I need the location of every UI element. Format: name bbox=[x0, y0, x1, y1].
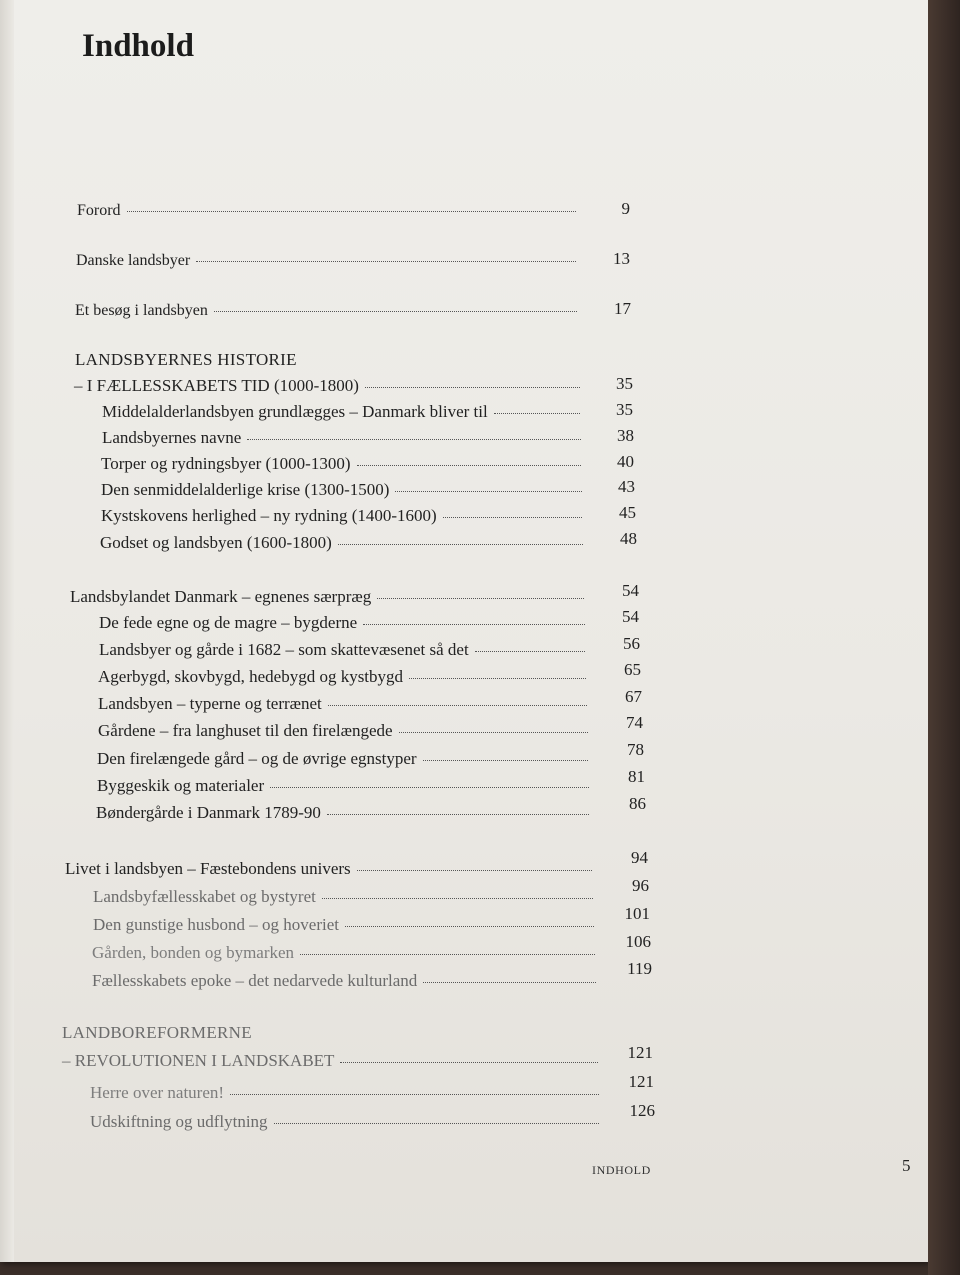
toc-entry-label: Danske landsbyer bbox=[76, 252, 191, 269]
toc-entry-label: Den gunstige husbond – og hoveriet bbox=[93, 915, 339, 934]
leader-dots bbox=[423, 982, 596, 983]
leader-dots bbox=[423, 760, 588, 761]
toc-section-heading-entry bbox=[74, 376, 586, 396]
toc-entry-forord bbox=[77, 202, 582, 220]
leader-dots bbox=[345, 926, 594, 927]
toc-page-number: 54 bbox=[622, 581, 639, 600]
toc-entry bbox=[101, 454, 587, 474]
leader-dots bbox=[377, 598, 584, 599]
toc-page-number: 126 bbox=[629, 1101, 655, 1120]
leader-dots bbox=[327, 814, 589, 815]
toc-page-number: 43 bbox=[618, 477, 635, 496]
toc-entry bbox=[99, 613, 591, 633]
section-heading: LANDSBYERNES HISTORIE bbox=[75, 350, 297, 369]
toc-page-number: 67 bbox=[625, 687, 642, 706]
toc-entry bbox=[100, 533, 589, 553]
leader-dots bbox=[399, 732, 588, 733]
toc-entry bbox=[90, 1112, 605, 1132]
leader-dots bbox=[300, 954, 595, 955]
toc-page-number: 13 bbox=[613, 249, 630, 268]
leader-dots bbox=[494, 413, 580, 414]
toc-entry bbox=[97, 749, 594, 769]
leader-dots bbox=[127, 211, 576, 212]
toc-page-number: 81 bbox=[628, 767, 645, 786]
toc-entry bbox=[96, 803, 595, 823]
toc-entry-label: Bøndergårde i Danmark 1789-90 bbox=[96, 803, 321, 822]
toc-entry bbox=[90, 1083, 605, 1103]
leader-dots bbox=[230, 1094, 599, 1095]
toc-entry bbox=[97, 776, 595, 796]
toc-section-heading-entry bbox=[65, 859, 598, 879]
toc-entry-label: Landsbyernes navne bbox=[102, 428, 242, 447]
toc-entry bbox=[98, 721, 594, 741]
leader-dots bbox=[357, 465, 581, 466]
toc-page-number: 101 bbox=[624, 904, 650, 923]
toc-page-number: 65 bbox=[624, 660, 641, 679]
toc-entry-label: Middelalderlandsbyen grundlægges – Danmark bliver til bbox=[102, 402, 488, 421]
toc-page-number: 78 bbox=[627, 740, 644, 759]
section-heading: LANDBOREFORMERNE bbox=[62, 1023, 252, 1042]
toc-page-number: 96 bbox=[632, 876, 649, 895]
leader-dots bbox=[409, 678, 586, 679]
toc-entry-label: Landsbyfællesskabet og bystyret bbox=[93, 887, 316, 906]
toc-page-number: 35 bbox=[616, 400, 633, 419]
leader-dots bbox=[475, 651, 585, 652]
toc-entry bbox=[102, 402, 586, 422]
toc-entry-label: Godset og landsbyen (1600-1800) bbox=[100, 533, 332, 552]
toc-page-number: 45 bbox=[619, 503, 636, 522]
toc-page-number: 35 bbox=[616, 374, 633, 393]
toc-entry-label: Agerbygd, skovbygd, hedebygd og kystbygd bbox=[98, 667, 404, 686]
toc-entry-label: Livet i landsbyen – Fæstebondens univers bbox=[65, 859, 351, 878]
page-title: Indhold bbox=[82, 28, 194, 64]
leader-dots bbox=[270, 787, 589, 788]
toc-entry bbox=[93, 887, 599, 907]
toc-entry-label: Den senmiddelalderlige krise (1300-1500) bbox=[101, 480, 390, 499]
toc-page-number: 17 bbox=[614, 299, 631, 318]
toc-entry-label: Gårdene – fra langhuset til den firelængede bbox=[98, 721, 393, 740]
toc-entry-label: Landsbylandet Danmark – egnenes særpræg bbox=[70, 587, 372, 606]
toc-section-heading-entry bbox=[62, 1051, 604, 1071]
leader-dots bbox=[363, 624, 585, 625]
toc-page-number: 94 bbox=[631, 848, 648, 867]
toc-entry-label: Den firelængede gård – og de øvrige egnstyper bbox=[97, 749, 417, 768]
toc-page-number: 121 bbox=[628, 1072, 654, 1091]
toc-entry-label: Kystskovens herlighed – ny rydning (1400-1600) bbox=[101, 506, 437, 525]
toc-entry bbox=[98, 667, 592, 687]
leader-dots bbox=[247, 439, 581, 440]
toc-entry bbox=[101, 480, 588, 500]
leader-dots bbox=[340, 1062, 598, 1063]
toc-entry-danske-landsbyer bbox=[76, 252, 582, 270]
section-subheading: – I FÆLLESSKABETS TID bbox=[74, 376, 270, 395]
toc-page-number: 86 bbox=[629, 794, 646, 813]
toc-entry bbox=[101, 506, 588, 526]
toc-page-number: 74 bbox=[626, 713, 643, 732]
toc-page-number: 121 bbox=[627, 1043, 653, 1062]
toc-entry-label: Landsbyer og gårde i 1682 – som skattevæsenet så det bbox=[99, 640, 469, 659]
toc-entry-label: Et besøg i landsbyen bbox=[75, 302, 208, 319]
leader-dots bbox=[443, 517, 582, 518]
toc-entry-label bbox=[74, 376, 359, 396]
toc-page-number: 38 bbox=[617, 426, 634, 445]
leader-dots bbox=[365, 387, 580, 388]
running-footer: INDHOLD bbox=[592, 1163, 651, 1177]
toc-section-heading-entry bbox=[70, 587, 590, 607]
toc-entry-et-besog bbox=[75, 302, 583, 320]
leader-dots bbox=[338, 544, 583, 545]
toc-entry-label: Byggeskik og materialer bbox=[97, 776, 265, 795]
toc-page-number: 106 bbox=[625, 932, 651, 951]
toc-entry bbox=[102, 428, 587, 448]
toc-entry-label: Fællesskabets epoke – det nedarvede kulturland bbox=[92, 971, 418, 990]
toc-entry bbox=[93, 915, 600, 935]
toc-entry bbox=[99, 640, 591, 660]
toc-entry-label: Herre over naturen! bbox=[90, 1083, 225, 1102]
toc-page-number: 48 bbox=[620, 529, 637, 548]
toc-entry-label: Torper og rydningsbyer (1000-1300) bbox=[101, 454, 351, 473]
leader-dots bbox=[328, 705, 587, 706]
toc-page-number: 119 bbox=[627, 959, 652, 978]
leader-dots bbox=[214, 311, 577, 312]
toc-entry-label: Forord bbox=[77, 202, 121, 219]
toc-entry-label: Gården, bonden og bymarken bbox=[92, 943, 295, 962]
leader-dots bbox=[274, 1123, 599, 1124]
book-cover-edge bbox=[928, 0, 960, 1275]
toc-entry bbox=[98, 694, 593, 714]
toc-entry-label: Landsbyen – typerne og terrænet bbox=[98, 694, 322, 713]
toc-entry bbox=[92, 971, 602, 991]
leader-dots bbox=[395, 491, 582, 492]
toc-page-number: 9 bbox=[621, 199, 630, 218]
toc-entry bbox=[92, 943, 601, 963]
leader-dots bbox=[357, 870, 592, 871]
toc-entry-label: – REVOLUTIONEN I LANDSKABET bbox=[62, 1051, 335, 1070]
toc-page-number: 54 bbox=[622, 607, 639, 626]
toc-entry-label: De fede egne og de magre – bygderne bbox=[99, 613, 358, 632]
leader-dots bbox=[196, 261, 576, 262]
section-years: (1000-1800) bbox=[269, 376, 359, 395]
leader-dots bbox=[322, 898, 593, 899]
toc-entry-label: Udskiftning og udflytning bbox=[90, 1112, 268, 1131]
toc-page-number: 40 bbox=[617, 452, 634, 471]
toc-page-number: 56 bbox=[623, 634, 640, 653]
page-number: 5 bbox=[902, 1156, 911, 1175]
